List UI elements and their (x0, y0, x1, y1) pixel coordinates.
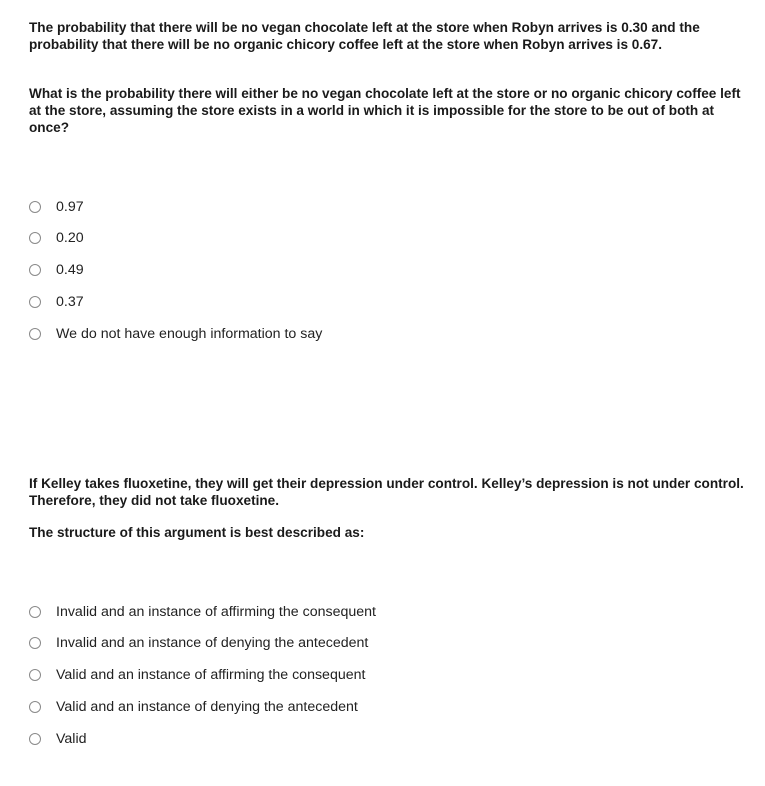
question-2-option-2[interactable] (29, 633, 368, 653)
question-2-prompt: The structure of this argument is best described as: (29, 525, 365, 540)
option-label: Valid (56, 731, 87, 747)
option-label: Invalid and an instance of affirming the consequent (56, 604, 376, 620)
option-label: 0.97 (56, 199, 84, 215)
question-1-option-2[interactable] (29, 228, 84, 248)
radio-button[interactable] (29, 201, 41, 213)
question-2-statement: If Kelley takes fluoxetine, they will get their depression under control. Kelley’s depression is not under control. Therefore, they did not take fluoxetine. (29, 476, 744, 508)
question-2-option-5[interactable] (29, 729, 87, 749)
question-2-option-4[interactable] (29, 697, 358, 717)
question-1-prompt: What is the probability there will either be no vegan chocolate left at the store or no organic chicory coffee left at the store, assuming the store exists in a world in which it is impossible for the store to be out of both at once? (29, 86, 741, 135)
radio-button[interactable] (29, 328, 41, 340)
question-1-option-1[interactable] (29, 197, 84, 217)
radio-button[interactable] (29, 232, 41, 244)
radio-button[interactable] (29, 264, 41, 276)
radio-button[interactable] (29, 637, 41, 649)
question-1-statement: The probability that there will be no vegan chocolate left at the store when Robyn arrives is 0.30 and the probability that there will be no organic chicory coffee left at the store when Robyn arrives is 0.67. (29, 20, 700, 52)
option-label: Valid and an instance of denying the antecedent (56, 699, 358, 715)
question-2-option-1[interactable] (29, 602, 376, 622)
option-label: Valid and an instance of affirming the consequent (56, 667, 366, 683)
radio-button[interactable] (29, 606, 41, 618)
option-label: 0.37 (56, 294, 84, 310)
radio-button[interactable] (29, 296, 41, 308)
radio-button[interactable] (29, 733, 41, 745)
question-1-option-3[interactable] (29, 260, 84, 280)
radio-button[interactable] (29, 669, 41, 681)
question-1-option-5[interactable] (29, 324, 322, 344)
question-1-option-4[interactable] (29, 292, 84, 312)
option-label: 0.20 (56, 230, 84, 246)
option-label: 0.49 (56, 262, 84, 278)
option-label: Invalid and an instance of denying the antecedent (56, 635, 369, 651)
radio-button[interactable] (29, 701, 41, 713)
question-2-option-3[interactable] (29, 665, 365, 685)
option-label: We do not have enough information to say (56, 326, 323, 342)
